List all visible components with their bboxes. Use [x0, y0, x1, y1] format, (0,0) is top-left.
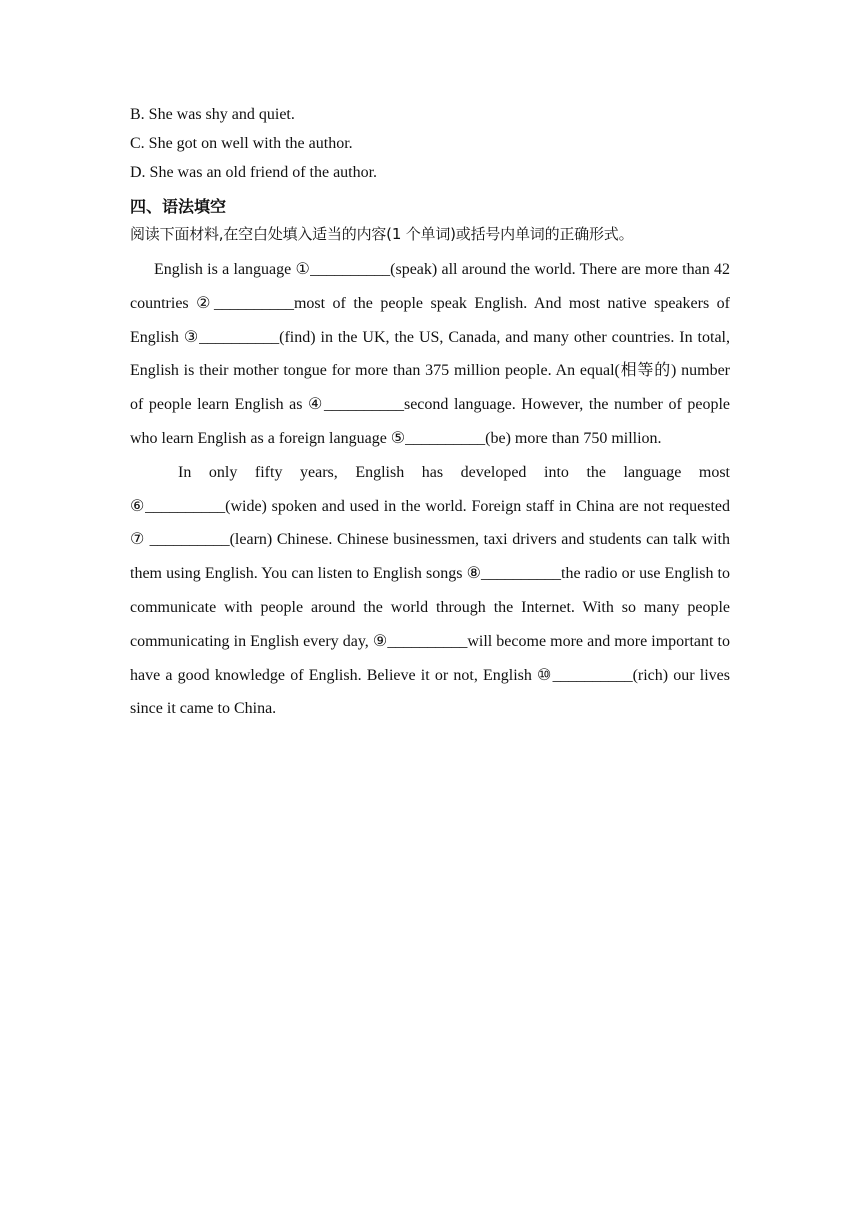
passage-paragraph-2: In only fifty years, English has developed into the language most ⑥__________(wide) spoken and used in the world. Foreign staff in China are not requested ⑦ __________(learn) Chinese. Chinese businessmen, taxi drivers and students can talk with them using English. You can listen to English songs ⑧__________the radio or use English to communicate with people around the world through the Internet. With so many people communicating in English every day, ⑨__________will become more and more important to have a good knowledge of English. Believe it or not, English ⑩__________(rich) our lives since it came to China.	[130, 463, 730, 718]
option-d: D. She was an old friend of the author.	[130, 164, 378, 181]
document-page	[130, 100, 730, 726]
cloze-passage	[130, 253, 730, 726]
option-b: B. She was shy and quiet.	[130, 106, 295, 123]
answer-options	[130, 100, 730, 187]
section-instruction: 阅读下面材料,在空白处填入适当的内容(1 个单词)或括号内单词的正确形式。	[130, 225, 634, 243]
option-c: C. She got on well with the author.	[130, 135, 353, 152]
passage-paragraph-1: English is a language ①__________(speak) all around the world. There are more than 42 countries ②__________most of the people speak English. And most native speakers of English ③__________(find) in the UK, the US, Canada, and many other countries. In total, English is their mother tongue for more than 375 million people. An equal(相等的) number of people learn English as ④__________second language. However, the number of people who learn English as a foreign language ⑤__________(be) more than 750 million.	[130, 261, 730, 447]
section-heading: 四、语法填空	[130, 197, 227, 216]
